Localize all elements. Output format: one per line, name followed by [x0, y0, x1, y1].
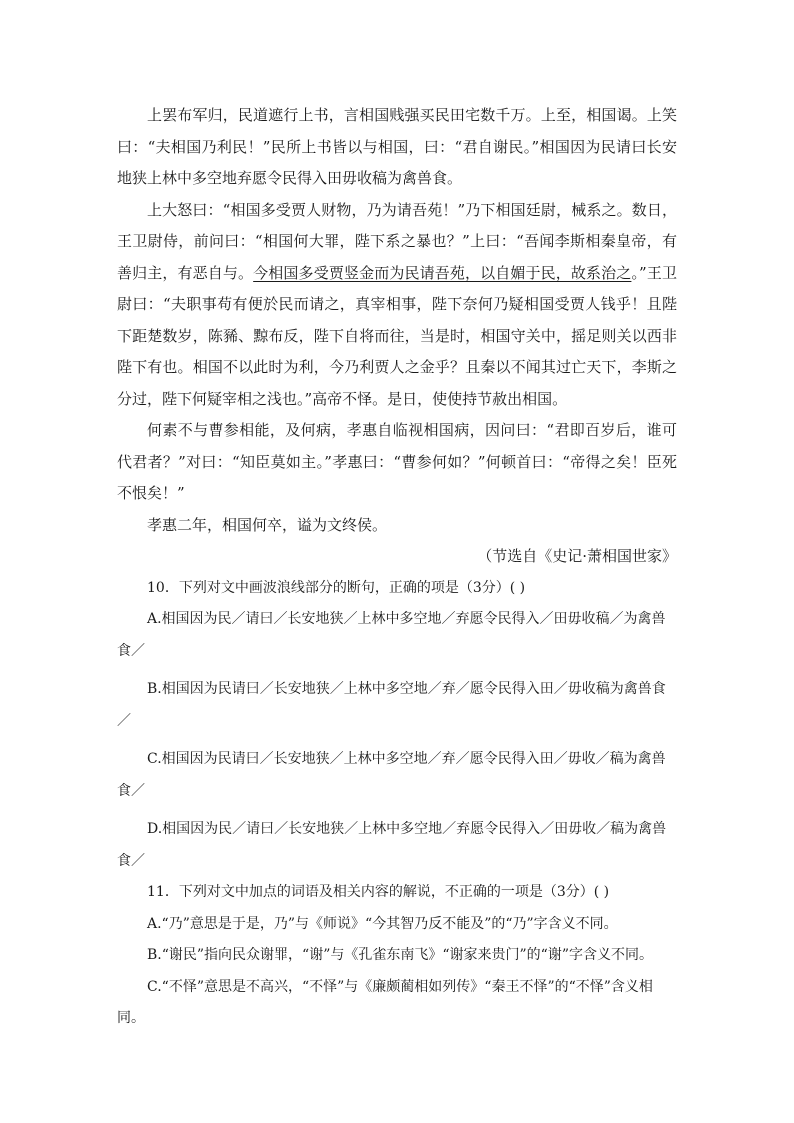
question-11-option-a: A.“乃”意思是于是，乃”与《师说》“今其智乃反不能及”的“乃”字含义不同。 [147, 915, 618, 932]
passage-source: （节选自《史记·萧相国世家》 [477, 547, 677, 565]
passage-paragraph-4: 孝惠二年，相国何卒，谥为文终侯。 [147, 515, 388, 534]
passage-paragraph-3: 何素不与曹参相能，及何病，孝惠自临视相国病，因问曰：“君即百岁后，谁可代君者？”对曰：“知臣莫如主。”孝惠曰：“曹参何如？”何顿首曰：“帝得之矣！臣死不恨矣！” [117, 421, 677, 502]
question-11-stem: 11．下列对文中加点的词语及相关内容的解说，不正确的一项是（3分）( ) [147, 884, 610, 900]
passage-paragraph-2-end: 。”王卫尉曰：“夫职事苟有便於民而请之，真宰相事，陛下奈何乃疑相国受贾人钱乎！且陛下距楚数岁，陈豨、黥布反，陛下自将而往，当是时，相国守关中，摇足则关以西非陛下有也。相国不以此时为利，今乃利贾人之金乎？且秦以不闻其过亡天下，李斯之分过，陛下何疑宰相之浅也。”高帝不怿。是日，使使持节赦出相国。 [117, 263, 677, 408]
question-11-option-b: B.“谢民”指向民众谢罪，“谢”与《孔雀东南飞》“谢家来贵门”的“谢”字含义不同。 [147, 947, 653, 963]
question-10-stem: 10．下列对文中画波浪线部分的断句，正确的项是（3分）( ) [147, 579, 526, 596]
passage-paragraph-1: 上罢布军归，民道遮行上书，言相国贱强买民田宅数千万。上至，相国谒。上笑曰：“夫相国乃利民！”民所上书皆以与相国，曰：“君自谢民。”相国因为民请曰长安地狭上林中多空地弃愿令民得入田毋收稿为禽兽食。 [117, 106, 677, 187]
passage-paragraph-2 [117, 195, 677, 416]
passage-paragraph-2-start: 上大怒曰：“相国多受贾人财物，乃为请吾苑！”乃下相国廷尉，械系之。数日，王卫尉侍，前问曰：“相国何大罪，陛下系之暴也？”上曰：“吾闻李斯相秦皇帝，有善归主，有恶自与。 [117, 200, 677, 282]
question-10-option-d: D.相国因为民／请曰／长安地狭／上林中多空地／弃愿令民得入／田毋收／稿为禽兽食／ [117, 821, 667, 869]
question-10-option-b: B.相国因为民请曰／长安地狭／上林中多空地／弃／愿令民得入田／毋收稿为禽兽食／ [117, 681, 666, 729]
underlined-sentence: 今相国多受贾竖金而为民请吾苑，以自媚于民，故系治之 [253, 263, 632, 282]
document-content [117, 100, 677, 1035]
question-10-option-a: A.相国因为民／请曰／长安地狭／上林中多空地／弃愿令民得入／田毋收稿／为禽兽食／ [117, 611, 666, 659]
question-11-option-c: C.“不怿”意思是不高兴，“不怿”与《廉颇蔺相如列传》“秦王不怿”的“不怿”含义相同。 [117, 978, 653, 1026]
question-10-option-c: C.相国因为民请曰／长安地狭／上林中多空地／弃／愿令民得入田／毋收／稿为禽兽食／ [117, 751, 666, 799]
